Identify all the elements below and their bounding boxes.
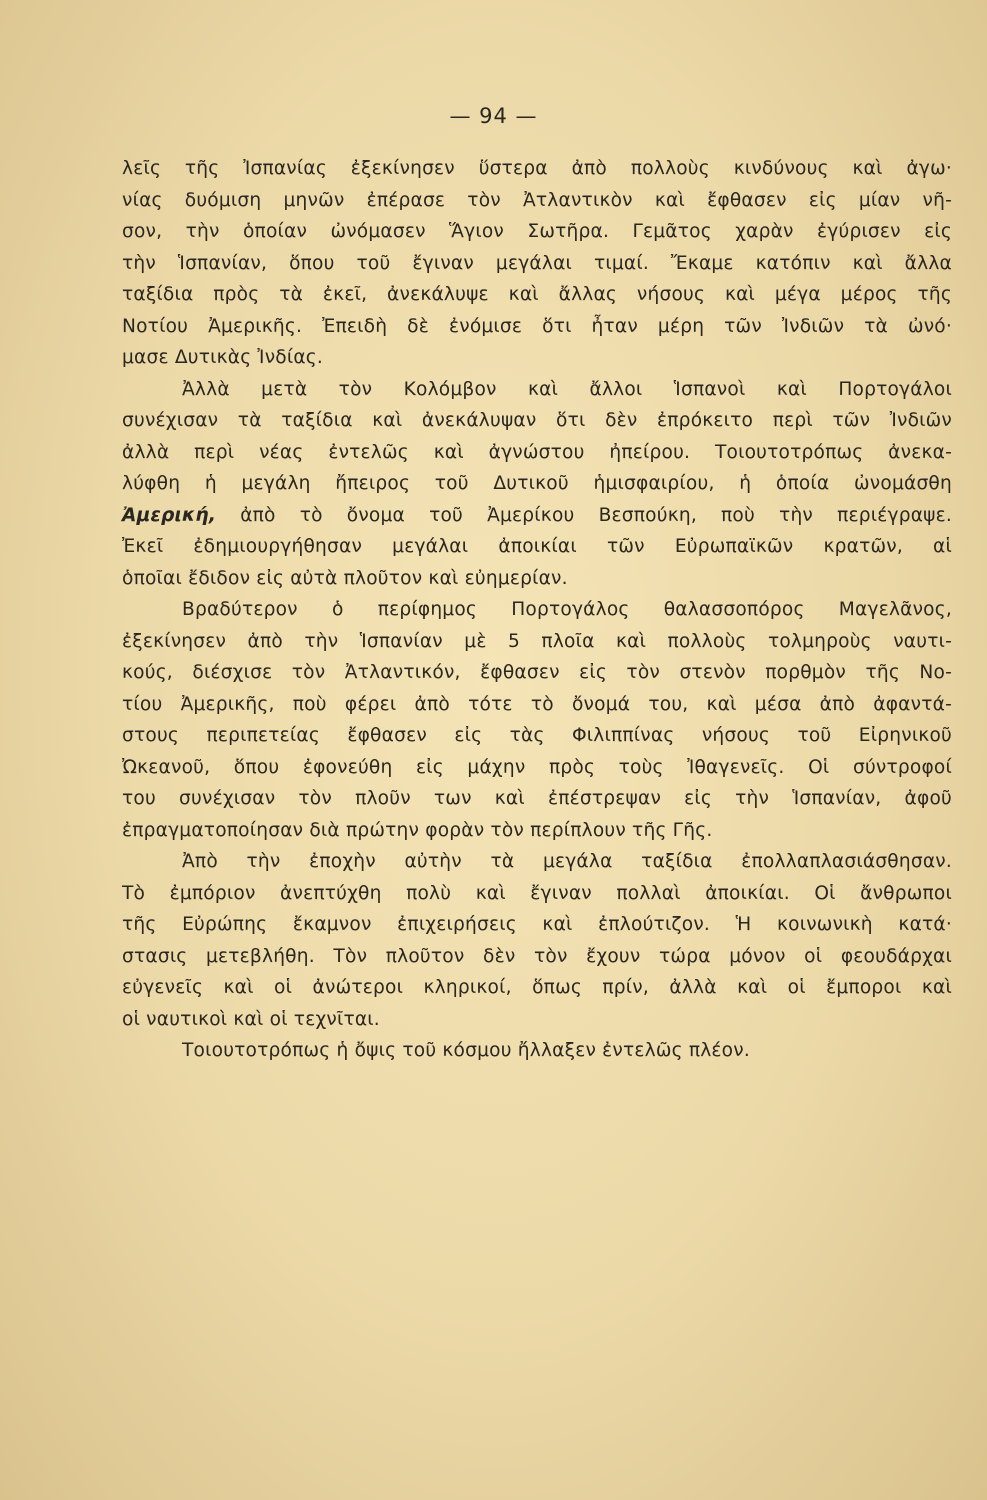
text-line: τίου Ἀμερικῆς, ποὺ φέρει ἀπὸ τότε τὸ ὄνομά του, καὶ μέσα ἀπὸ ἀφαντά- [122,693,952,715]
paragraph-3 [122,594,952,846]
text-line: λεῖς τῆς Ἰσπανίας ἐξεκίνησεν ὕστερα ἀπὸ πολλοὺς κινδύνους καὶ ἀγω· [122,158,952,179]
text-line: νίας δυόμιση μηνῶν ἐπέρασε τὸν Ἀτλαντικὸν καὶ ἔφθασεν εἰς μίαν νῆ- [122,189,952,211]
text-line: συνέχισαν τὰ ταξίδια καὶ ἀνεκάλυψαν ὅτι δὲν ἐπρόκειτο περὶ τῶν Ἰνδιῶν [122,410,952,431]
text-line: ὁποῖαι ἔδιδον εἰς αὐτὰ πλοῦτον καὶ εὐημερίαν. [122,567,568,589]
text-line: εὐγενεῖς καὶ οἱ ἀνώτεροι κληρικοί, ὅπως πρίν, ἀλλὰ καὶ οἱ ἔμποροι καὶ [122,977,952,998]
text-line: λύφθη ἡ μεγάλη ἤπειρος τοῦ Δυτικοῦ ἡμισφαιρίου, ἡ ὁποία ὠνομάσθη [122,473,952,494]
text-line: Ἀπὸ τὴν ἐποχὴν αὐτὴν τὰ μεγάλα ταξίδια ἐπολλαπλασιάσθησαν. [182,851,952,872]
text-line: Τὸ ἐμπόριον ἀνεπτύχθη πολὺ καὶ ἔγιναν πολλαὶ ἀποικίαι. Οἱ ἄνθρωποι [122,882,952,904]
text-line: στασις μετεβλήθη. Τὸν πλοῦτον δὲν τὸν ἔχουν τώρα μόνον οἱ φεουδάρχαι [122,945,952,967]
text-line: τὴν Ἱσπανίαν, ὅπου τοῦ ἔγιναν μεγάλαι τιμαί. Ἔκαμε κατόπιν καὶ ἄλλα [122,252,952,274]
text-line: Βραδύτερον ὁ περίφημος Πορτογάλος θαλασσοπόρος Μαγελᾶνος, [182,599,952,620]
text-line: Τοιουτοτρόπως ἡ ὄψις τοῦ κόσμου ἤλλαξεν ἐντελῶς πλέον. [182,1040,750,1061]
paragraph-4 [122,846,952,1035]
text-line: ταξίδια πρὸς τὰ ἐκεῖ, ἀνεκάλυψε καὶ ἄλλας νήσους καὶ μέγα μέρος τῆς [122,284,952,305]
text-line: ἀλλὰ περὶ νέας ἐντελῶς καὶ ἀγνώστου ἠπείρου. Τοιουτοτρόπως ἀνεκα- [122,441,952,463]
text-line: σον, τὴν ὁποίαν ὠνόμασεν Ἅγιον Σωτῆρα. Γεμᾶτος χαρὰν ἐγύρισεν εἰς [122,221,952,242]
text-line: ἐξεκίνησεν ἀπὸ τὴν Ἱσπανίαν μὲ 5 πλοῖα καὶ πολλοὺς τολμηροὺς ναυτι- [122,630,952,652]
text-line: Ἀλλὰ μετὰ τὸν Κολόμβον καὶ ἄλλοι Ἱσπανοὶ καὶ Πορτογάλοι [182,378,952,400]
paragraph-5 [122,1035,952,1067]
text-line: μασε Δυτικὰς Ἰνδίας. [122,347,324,368]
body-text [122,153,952,1067]
text-line: στους περιπετείας ἔφθασεν εἰς τὰς Φιλιππίνας νήσους τοῦ Εἰρηνικοῦ [122,725,952,746]
paragraph-1 [122,153,952,374]
text-line: κούς, διέσχισε τὸν Ἀτλαντικόν, ἔφθασεν εἰς τὸν στενὸν πορθμὸν τῆς Νο- [122,662,952,683]
text-line-with-emphasis [122,500,952,532]
emphasis-word: Ἀμερική, [122,504,217,526]
text-line: Ὠκεανοῦ, ὅπου ἐφονεύθη εἰς μάχην πρὸς τοὺς Ἰθαγενεῖς. Οἱ σύντροφοί [122,756,952,778]
text-line: ἐπραγματοποίησαν διὰ πρώτην φορὰν τὸν περίπλουν τῆς Γῆς. [122,819,713,841]
text-line: τῆς Εὐρώπης ἔκαμνον ἐπιχειρήσεις καὶ ἐπλούτιζον. Ἡ κοινωνικὴ κατά· [122,914,952,935]
page-number: — 94 — [449,104,538,128]
text-line: οἱ ναυτικοὶ καὶ οἱ τεχνῖται. [122,1008,380,1030]
text-line: Νοτίου Ἀμερικῆς. Ἐπειδὴ δὲ ἐνόμισε ὅτι ἦταν μέρη τῶν Ἰνδιῶν τὰ ὠνό· [122,315,952,337]
text-line: Ἐκεῖ ἐδημιουργήθησαν μεγάλαι ἀποικίαι τῶν Εὐρωπαϊκῶν κρατῶν, αἱ [122,536,952,557]
text-line-rest: ἀπὸ τὸ ὄνομα τοῦ Ἀμερίκου Βεσπούκη, ποὺ τὴν περιέγραψε. [240,504,952,526]
text-line: του συνέχισαν τὸν πλοῦν των καὶ ἐπέστρεψαν εἰς τὴν Ἱσπανίαν, ἀφοῦ [122,788,952,809]
paragraph-2 [122,374,952,595]
